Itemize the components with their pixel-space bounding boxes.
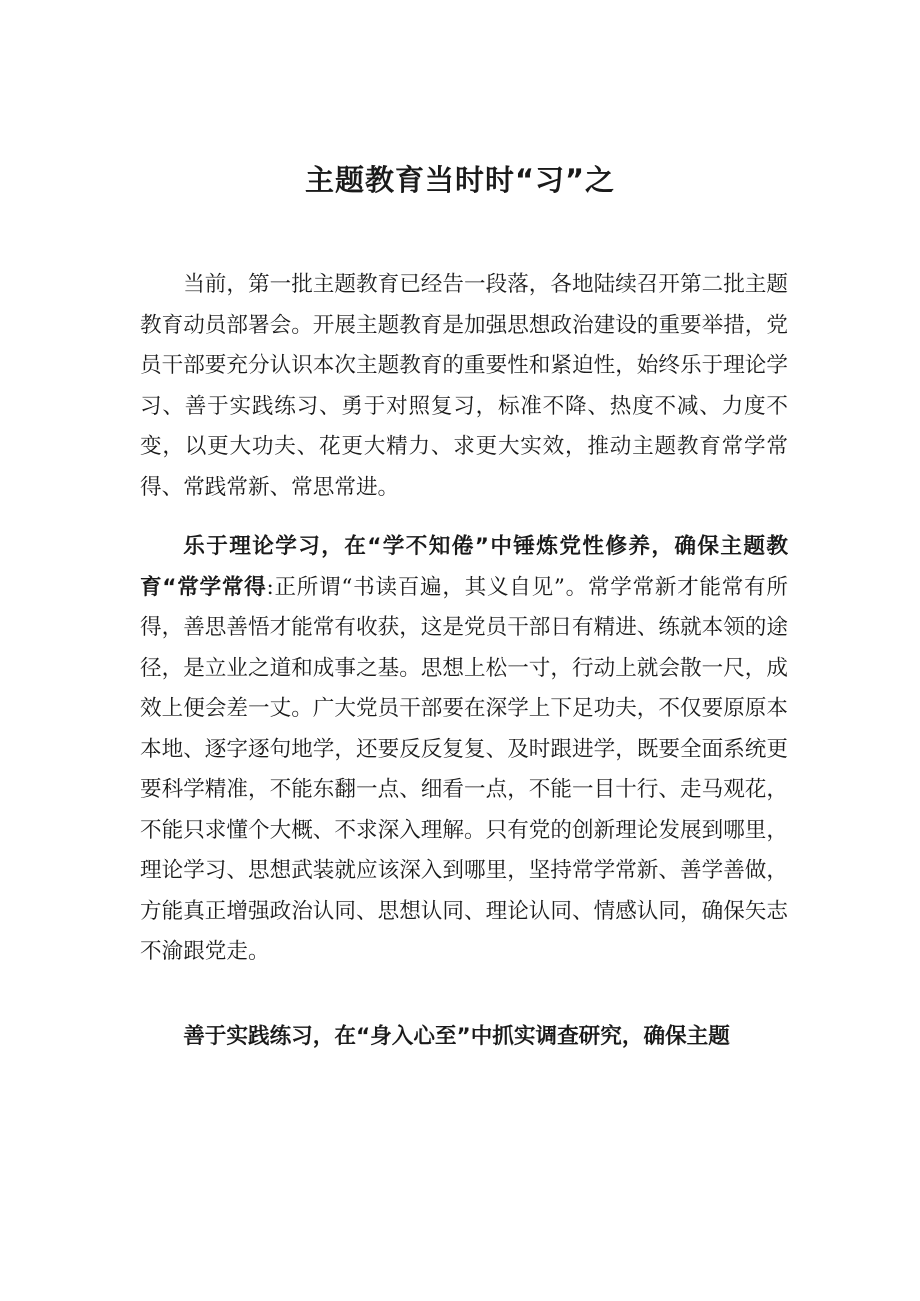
paragraph-theory-study-text: :正所谓“书读百遍，其义自见”。常学常新才能常有所得，善思善悟才能常有收获，这是党员干部日有精进、练就本领的途径，是立业之道和成事之基。思想上松一寸，行动上就会散一尺，成效上便会差一丈。广大党员干部要在深学上下足功夫，不仅要原原本本地、逐字逐句地学，还要反反复复、及时跟进学，既要全面系统更要科学精准，不能东翻一点、细看一点，不能一目十行、走马观花，不能只求懂个大概、不求深入理解。只有党的创新理论发展到哪里，理论学习、思想武装就应该深入到哪里，坚持常学常新、善学善做，方能真正增强政治认同、思想认同、理论认同、情感认同，确保矢志不渝跟党走。 [140,574,788,964]
document-title: 主题教育当时时“习”之 [304,163,616,197]
paragraph-intro [140,265,788,508]
paragraph-intro-text: 当前，第一批主题教育已经告一段落，各地陆续召开第二批主题教育动员部署会。开展主题教育是加强思想政治建设的重要举措，党员干部要充分认识本次主题教育的重要性和紧迫性，始终乐于理论学习、善于实践练习、勇于对照复习，标准不降、热度不减、力度不变，以更大功夫、花更大精力、求更大实效，推动主题教育常学常得、常践常新、常思常进。 [140,272,788,500]
section-heading-practice: 善于实践练习，在“身入心至”中抓实调查研究，确保主题 [183,1024,730,1049]
section-heading-theory-study: 乐于理论学习，在“学不知倦”中锤炼党性修养，确保主题教育“常学常得 [140,534,788,600]
paragraph-practice [140,1017,788,1058]
paragraph-theory-study [140,527,788,973]
